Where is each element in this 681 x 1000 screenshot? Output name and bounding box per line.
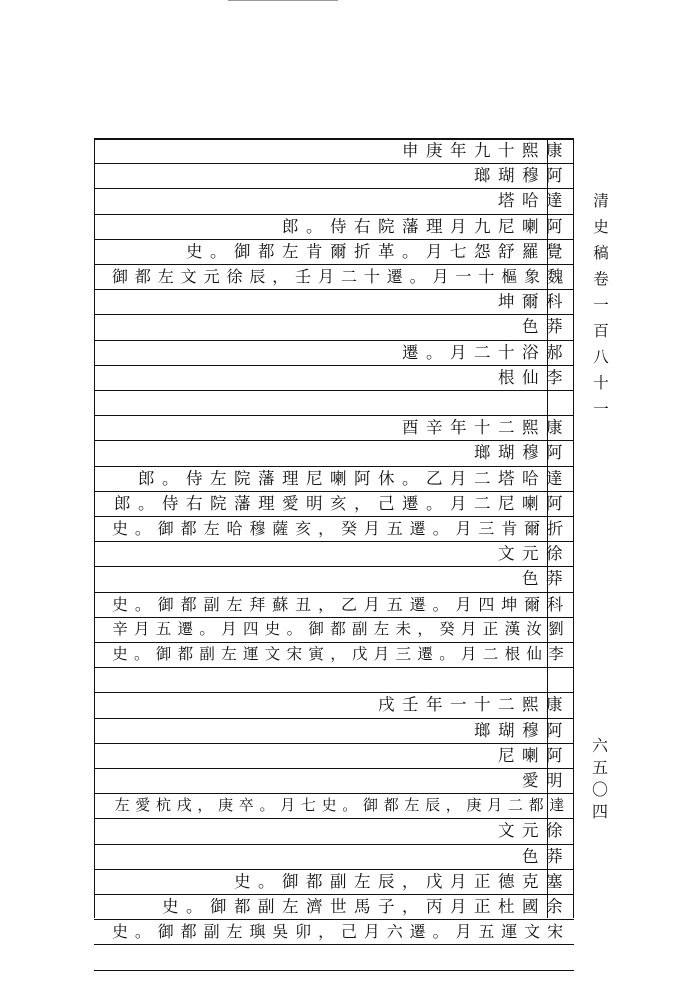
row-text: 史。御都副左濟世馬子，丙月正杜國余 [162,897,570,916]
row-text: 左愛杭戌，庚卒。月七史。御都左辰，庚月二都達 [114,796,570,815]
row-text: 根仙李 [498,367,570,387]
book-title: 清史稿卷一百八十一 [593,192,609,418]
table-row [94,592,574,617]
row-text: 史。御都副左拜蘇丑，乙月五遷。月四坤爾科 [111,594,570,614]
table-row [94,340,574,365]
row-divider [94,970,574,971]
row-text: 瑯瑚穆阿 [474,166,570,186]
row-text: 瑯瑚穆阿 [474,720,570,740]
row-text: 郎。侍右院藩理愛明亥，己遷。月二尼喇阿 [114,493,570,513]
row-text: 瑯瑚穆阿 [474,443,570,463]
row-text: 戌壬年一十二熙康 [378,695,570,715]
table-row [94,188,574,213]
table-row [94,768,574,793]
row-text: 塔哈達 [498,191,570,211]
row-text: 酉辛年十二熙康 [402,418,570,438]
row-text: 色莽 [522,846,570,866]
row-text: 史。御都副左辰，戊月正德克塞 [234,871,570,891]
table-row [94,894,574,919]
row-text: 色莽 [522,317,570,337]
row-text: 愛明 [522,771,570,790]
row-text: 史。御都副左運文宋寅，戊月三遷。月二根仙李 [112,645,570,663]
table-row [94,239,574,264]
row-divider [94,667,574,668]
row-text: 郎。侍右院藩理月九尼喇阿 [282,216,570,236]
table-row [94,516,574,541]
table-row [94,365,574,390]
row-text: 史。御都左哈穆薩亥，癸月五遷。月三肯爾折 [111,519,570,538]
row-text: 尼喇阿 [498,745,570,765]
official-table [94,138,574,942]
table-row [94,793,574,818]
table-row [94,718,574,743]
table-row [94,919,574,944]
row-text: 文元徐 [498,821,570,841]
table-row [94,869,574,894]
table-row [94,818,574,843]
row-divider [94,390,574,391]
table-row [94,163,574,188]
row-text: 辛月五遷。月四史。御都副左未，癸月正漢汝劉 [112,619,570,638]
row-text: 遷。月二十浴郝 [402,342,570,362]
row-text: 色莽 [522,569,570,589]
row-text: 史。御都副左璵吳卯，己月六遷。月五運文宋 [111,922,570,942]
row-text: 郎。侍左院藩理尼喇阿休。乙月二塔哈達 [138,468,570,488]
table-row [94,466,574,491]
table-row [94,214,574,239]
row-divider [94,944,574,945]
table-row [94,541,574,566]
row-text: 史。御都左肯爾折革。月七怨舒羅覺 [186,241,570,261]
table-row [94,692,574,717]
row-text: 坤爾科 [498,292,570,312]
table-row [94,566,574,591]
table-row [94,440,574,465]
row-text: 申庚年九十熙康 [402,141,570,160]
row-text: 御都左文元徐辰，壬月二十遷。月一十樞象魏 [111,267,570,286]
page-number: 六五〇四 [591,736,608,821]
table-row [94,415,574,440]
table-row [94,491,574,516]
table-row [94,617,574,642]
table-row [94,264,574,289]
table-row [94,314,574,339]
row-text: 文元徐 [498,544,570,564]
table-row [94,138,574,163]
table-row [94,844,574,869]
table-row [94,289,574,314]
top-rule [228,0,338,1]
table-row [94,642,574,667]
table-row [94,743,574,768]
